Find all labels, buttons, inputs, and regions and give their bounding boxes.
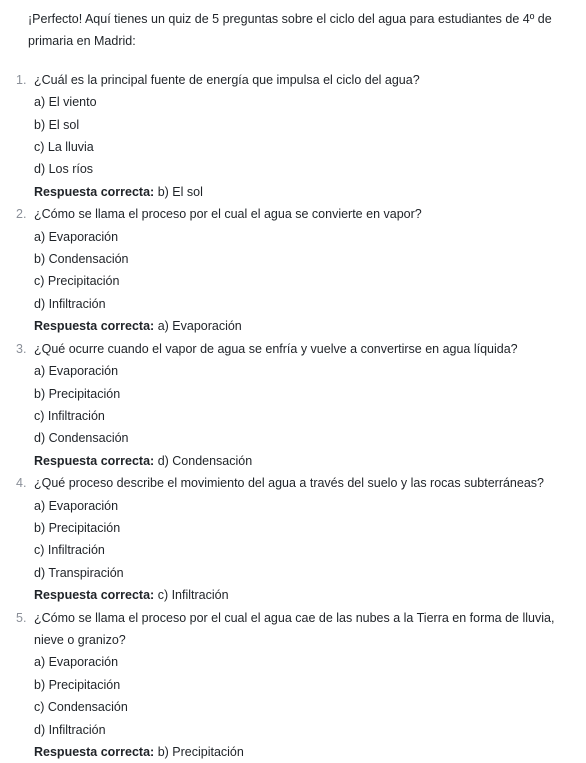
question-item bbox=[16, 203, 586, 337]
correct-answer-label: Respuesta correcta: bbox=[34, 453, 155, 468]
answer-option: a) Evaporación bbox=[34, 655, 119, 670]
correct-answer bbox=[34, 450, 586, 472]
answer-option: b) Precipitación bbox=[34, 520, 121, 535]
question-text: ¿Qué ocurre cuando el vapor de agua se enfría y vuelve a convertirse en agua líquida? bbox=[34, 341, 518, 356]
answer-option: a) Evaporación bbox=[34, 364, 119, 379]
correct-answer-value: d) Condensación bbox=[157, 453, 253, 468]
correct-answer-label: Respuesta correcta: bbox=[34, 588, 155, 603]
answer-option: b) El sol bbox=[34, 117, 80, 132]
answer-option: b) Condensación bbox=[34, 252, 129, 267]
answer-option: d) Infiltración bbox=[34, 722, 106, 737]
answer-option: c) Precipitación bbox=[34, 274, 120, 289]
answer-option: c) Infiltración bbox=[34, 408, 105, 423]
question-item bbox=[16, 338, 586, 472]
answer-option: d) Infiltración bbox=[34, 296, 106, 311]
answer-option: c) Condensación bbox=[34, 700, 128, 715]
answer-option: a) El viento bbox=[34, 95, 97, 110]
correct-answer bbox=[34, 315, 586, 337]
answer-option: d) Los ríos bbox=[34, 162, 94, 177]
answer-option: b) Precipitación bbox=[34, 677, 121, 692]
question-number: 1. bbox=[16, 72, 27, 87]
question-number: 3. bbox=[16, 341, 27, 356]
correct-answer-value: c) Infiltración bbox=[157, 588, 229, 603]
correct-answer-label: Respuesta correcta: bbox=[34, 745, 155, 759]
answer-option: c) La lluvia bbox=[34, 140, 94, 155]
question-text: ¿Qué proceso describe el movimiento del agua a través del suelo y las rocas subterráneas? bbox=[34, 476, 544, 491]
question-number: 5. bbox=[16, 610, 27, 625]
question-text: ¿Cuál es la principal fuente de energía que impulsa el ciclo del agua? bbox=[34, 72, 420, 87]
correct-answer bbox=[34, 584, 586, 606]
question-item bbox=[16, 607, 586, 763]
answer-option: a) Evaporación bbox=[34, 498, 119, 513]
intro-paragraph: ¡Perfecto! Aquí tienes un quiz de 5 preguntas sobre el ciclo del agua para estudiantes de 4º de primaria en Madrid: bbox=[28, 12, 552, 49]
correct-answer-value: a) Evaporación bbox=[157, 319, 242, 334]
question-text: ¿Cómo se llama el proceso por el cual el agua cae de las nubes a la Tierra en forma de lluvia, nieve o granizo? bbox=[34, 610, 555, 647]
correct-answer bbox=[34, 181, 586, 203]
quiz-list bbox=[16, 69, 586, 763]
question-item bbox=[16, 69, 586, 203]
question-text: ¿Cómo se llama el proceso por el cual el agua se convierte en vapor? bbox=[34, 207, 422, 222]
question-item bbox=[16, 472, 586, 606]
question-number: 4. bbox=[16, 476, 27, 491]
answer-option: b) Precipitación bbox=[34, 386, 121, 401]
correct-answer-value: b) El sol bbox=[157, 184, 203, 199]
answer-option: a) Evaporación bbox=[34, 229, 119, 244]
question-number: 2. bbox=[16, 207, 27, 222]
answer-option: c) Infiltración bbox=[34, 543, 105, 558]
correct-answer-label: Respuesta correcta: bbox=[34, 184, 155, 199]
answer-option: d) Condensación bbox=[34, 431, 129, 446]
correct-answer-label: Respuesta correcta: bbox=[34, 319, 155, 334]
correct-answer-value: b) Precipitación bbox=[157, 745, 244, 759]
correct-answer bbox=[34, 741, 586, 763]
answer-option: d) Transpiración bbox=[34, 565, 124, 580]
